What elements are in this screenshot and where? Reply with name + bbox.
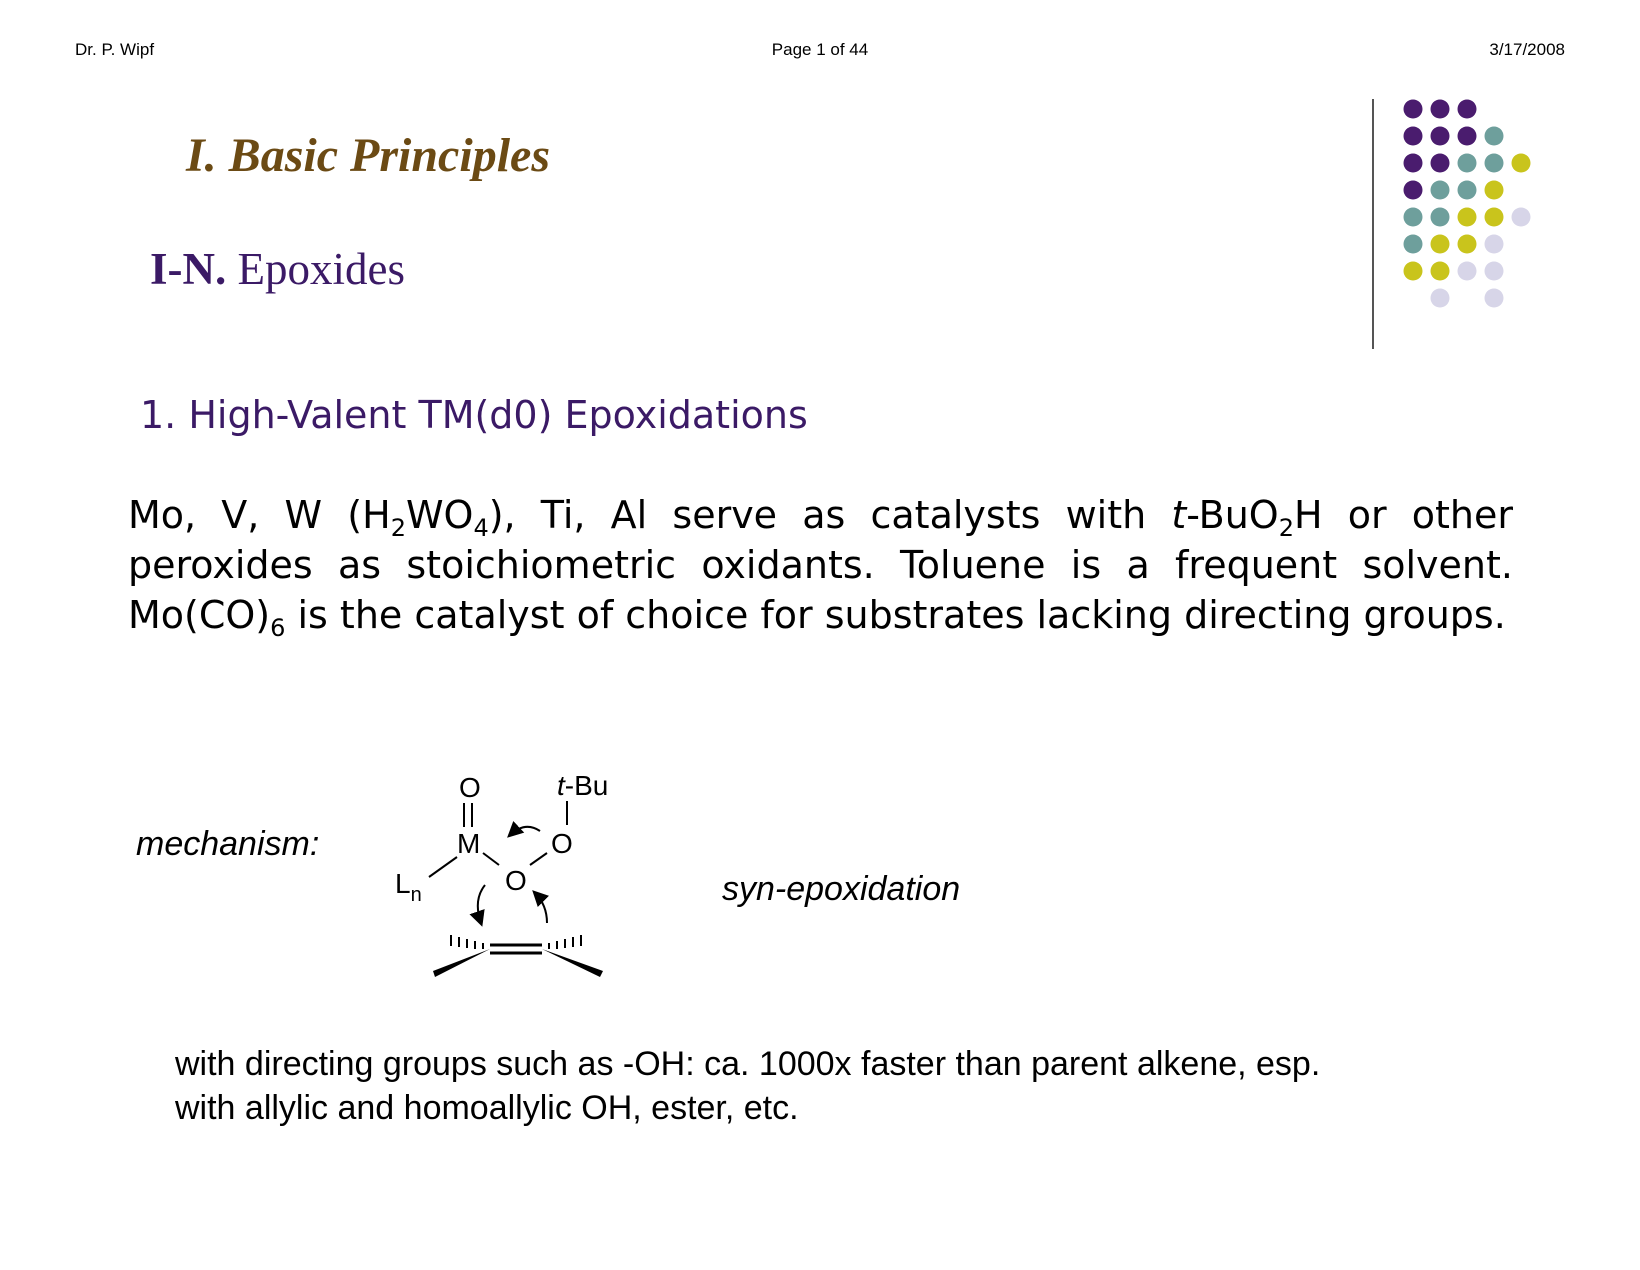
wedge-bond	[433, 949, 490, 977]
decorative-dot	[1431, 289, 1450, 308]
peroxide-oxygen-label: O	[505, 865, 527, 896]
curved-arrow-to-alkene	[478, 885, 485, 923]
decorative-dot	[1431, 181, 1450, 200]
syn-epoxidation-label: syn-epoxidation	[722, 870, 961, 908]
ligand-bond	[429, 857, 457, 877]
header-author: Dr. P. Wipf	[75, 40, 155, 59]
decorative-dot	[1485, 208, 1504, 227]
note-line: with directing groups such as -OH: ca. 1000x faster than parent alkene, esp.	[175, 1045, 1321, 1083]
metal-oxygen-bond	[483, 853, 499, 865]
wedge-bond	[542, 949, 603, 977]
para-text: ), Ti, Al serve as catalysts with	[488, 493, 1172, 537]
decorative-dot	[1485, 154, 1504, 173]
decorative-dot	[1431, 154, 1450, 173]
alkoxy-oxygen-label: O	[551, 828, 573, 859]
decorative-dot	[1431, 235, 1450, 254]
decorative-dot	[1458, 262, 1477, 281]
para-text: Mo, V, W (H	[128, 493, 391, 537]
header-date: 3/17/2008	[1489, 40, 1565, 59]
decorative-dot	[1431, 262, 1450, 281]
decorative-dot	[1485, 181, 1504, 200]
decorative-dot	[1404, 127, 1423, 146]
ligand-label: $L_n$	[395, 868, 422, 906]
decorative-dot	[1458, 235, 1477, 254]
para-text: is the catalyst of choice for substrates lacking directing groups.	[285, 593, 1506, 637]
body-paragraph	[128, 490, 1513, 640]
curved-arrow-to-metal	[510, 827, 540, 835]
decorative-dot	[1404, 154, 1423, 173]
decorative-dot	[1404, 235, 1423, 254]
para-subscript: 2	[1278, 514, 1294, 542]
subsection-number: I-N.	[150, 244, 227, 294]
note-line: with allylic and homoallylic OH, ester, etc.	[175, 1089, 799, 1127]
hash-bond-right	[549, 935, 581, 949]
decorative-dot	[1458, 154, 1477, 173]
decorative-dot	[1431, 208, 1450, 227]
decorative-dot	[1431, 100, 1450, 119]
section-title: I. Basic Principles	[186, 129, 551, 182]
decorative-dot	[1458, 100, 1477, 119]
tbu-label: t-Bu	[557, 770, 609, 801]
oxygen-oxygen-bond	[530, 853, 547, 865]
decorative-dot	[1458, 208, 1477, 227]
para-subscript: 6	[270, 614, 286, 642]
mechanism-label: mechanism:	[136, 825, 320, 863]
decorative-dot	[1485, 289, 1504, 308]
oxo-oxygen-label: O	[459, 772, 481, 803]
decorative-dot	[1485, 127, 1504, 146]
decorative-dot	[1431, 127, 1450, 146]
decorative-dot	[1458, 181, 1477, 200]
metal-label: M	[457, 828, 481, 859]
mechanism-structure	[395, 765, 685, 1005]
directing-groups-note	[175, 1042, 1545, 1130]
decorative-dot	[1485, 262, 1504, 281]
decorative-dot	[1512, 154, 1531, 173]
header-page-number: Page 1 of 44	[771, 40, 869, 59]
para-text: WO	[405, 493, 474, 537]
para-subscript: 4	[473, 514, 489, 542]
decorative-dot	[1404, 100, 1423, 119]
decorative-dot	[1485, 235, 1504, 254]
para-subscript: 2	[390, 514, 406, 542]
para-text: H or other peroxides as stoichiometric oxidants. Toluene is a frequent solvent. Mo(CO)	[128, 493, 1513, 637]
decorative-dot	[1404, 208, 1423, 227]
decorative-dot	[1404, 181, 1423, 200]
subsection-title: Epoxides	[237, 244, 405, 294]
para-italic: t	[1171, 493, 1187, 537]
hash-bond-left	[451, 935, 483, 949]
subsection-heading	[150, 243, 405, 295]
decorative-dot	[1404, 262, 1423, 281]
curved-arrow-to-oxygen	[535, 893, 547, 923]
vertical-divider	[1372, 99, 1374, 349]
decorative-dot	[1512, 208, 1531, 227]
topic-heading: 1. High-Valent TM(d0) Epoxidations	[140, 393, 808, 437]
decorative-dot-grid	[1395, 95, 1545, 315]
para-text: -BuO	[1186, 493, 1279, 537]
decorative-dot	[1458, 127, 1477, 146]
